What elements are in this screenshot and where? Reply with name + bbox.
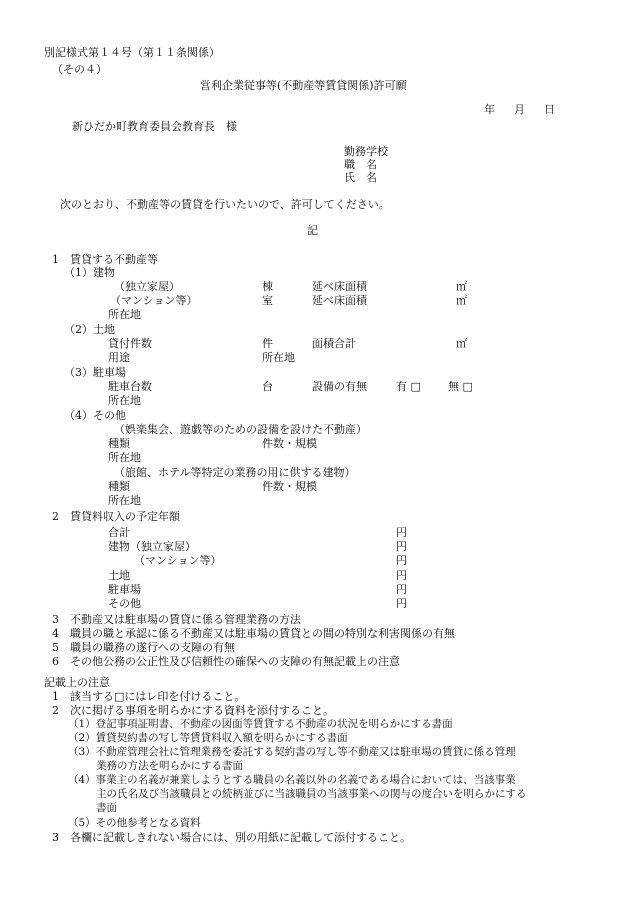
building-detached: （独立家屋） — [114, 280, 180, 293]
other-count-scale: 件数・規模 — [262, 480, 317, 493]
note-1: 1 該当する□にはレ印を付けること。 — [52, 690, 246, 703]
other-kind: 種類 — [108, 437, 130, 450]
income-other: その他 — [108, 597, 141, 610]
parking-no-checkbox[interactable]: 無 □ — [448, 380, 473, 393]
section-4: 4 職員の職と承認に係る不動産又は駐車場の賃貸との間の特別な利害関係の有無 — [52, 627, 455, 640]
land-location: 所在地 — [262, 351, 295, 364]
other-kind: 種類 — [108, 480, 130, 493]
yen-unit: 円 — [396, 526, 407, 539]
note-2-4-cont: 主の氏名及び当該職員との続柄並びに当該職員の当該事業への関与の度合いを明らかにする — [96, 788, 527, 800]
building-location: 所在地 — [108, 308, 141, 321]
parking-heading: （3）駐車場 — [64, 366, 126, 379]
sqm-unit: ㎡ — [456, 337, 467, 350]
note-2-3-cont: 業務の方法を明らかにする書面 — [96, 760, 243, 772]
applicant-name: 氏 名 — [344, 171, 377, 184]
date-year: 年 — [484, 103, 495, 116]
land-heading: （2）土地 — [64, 323, 115, 336]
building-mansion: （マンション等） — [110, 294, 198, 307]
income-building-detached: 建物（独立家屋） — [108, 540, 196, 553]
sqm-unit: ㎡ — [456, 294, 467, 307]
note-2-3: （3）不動産管理会社に管理業務を委託する契約書の写し等不動産又は駐車場の賃貸に係る管理 — [68, 746, 516, 758]
section-6: 6 その他公務の公正性及び信頼性の確保への支障の有無記載上の注意 — [52, 655, 400, 668]
date-day: 日 — [544, 103, 555, 116]
unit-shitsu: 室 — [262, 294, 273, 307]
applicant-school: 勤務学校 — [344, 145, 388, 158]
note-2-5: （5）その他参考となる資料 — [68, 817, 201, 829]
parking-count-label: 駐車台数 — [108, 380, 152, 393]
note-2-2: （2）賃貸契約書の写し等賃貸料収入額を明らかにする書面 — [68, 732, 348, 744]
yen-unit: 円 — [396, 583, 407, 596]
income-mansion: （マンション等） — [134, 554, 222, 567]
other-location: 所在地 — [108, 494, 141, 507]
notes-heading: 記載上の注意 — [44, 676, 110, 689]
parking-facility: 設備の有無 — [312, 380, 367, 393]
other-heading: （4）その他 — [64, 409, 126, 422]
income-land: 土地 — [108, 569, 130, 582]
parking-location: 所在地 — [108, 394, 141, 407]
date-month: 月 — [514, 103, 525, 116]
land-count-label: 貸付件数 — [108, 337, 152, 350]
sqm-unit: ㎡ — [456, 280, 467, 293]
unit-mune: 棟 — [262, 280, 273, 293]
income-parking: 駐車場 — [108, 583, 141, 596]
yen-unit: 円 — [396, 540, 407, 553]
page-title: 営利企業従事等(不動産等賃貸関係)許可願 — [200, 79, 407, 92]
building-heading: （1）建物 — [64, 266, 115, 279]
ki-heading: 記 — [307, 224, 318, 237]
note-2-1: （1）登記事項証明書、不動産の図面等賃貸する不動産の状況を明らかにする書面 — [68, 718, 453, 730]
section-1-title: 1 賃貸する不動産等 — [52, 253, 158, 266]
land-total-area: 面積合計 — [312, 337, 356, 350]
income-total: 合計 — [108, 526, 130, 539]
note-2-4-cont: 書面 — [96, 802, 117, 814]
yen-unit: 円 — [396, 569, 407, 582]
parking-yes-checkbox[interactable]: 有 □ — [396, 380, 421, 393]
section-2-title: 2 賃貸料収入の予定年額 — [52, 510, 180, 523]
other-hotel: （旅館、ホテル等特定の業務の用に供する建物） — [114, 466, 356, 479]
intro-text: 次のとおり、不動産等の賃貸を行いたいので、許可してください。 — [60, 198, 390, 211]
section-3: 3 不動産又は駐車場の賃貸に係る管理業務の方法 — [52, 613, 301, 626]
form-subnumber: （その４） — [52, 63, 107, 76]
yen-unit: 円 — [396, 554, 407, 567]
land-use: 用途 — [108, 351, 130, 364]
note-2: 2 次に掲げる事項を明らかにする資料を添付すること。 — [52, 704, 334, 717]
unit-ken: 件 — [262, 337, 273, 350]
note-3: 3 各欄に記載しきれない場合には、別の用紙に記載して添付すること。 — [52, 831, 411, 844]
unit-dai: 台 — [262, 380, 273, 393]
floor-area-label: 延べ床面積 — [312, 280, 367, 293]
yen-unit: 円 — [396, 597, 407, 610]
addressee: 新ひだか町教育委員会教育長 様 — [72, 120, 237, 133]
section-5: 5 職員の職務の遂行への支障の有無 — [52, 641, 235, 654]
applicant-position: 職 名 — [344, 158, 377, 171]
form-number: 別記様式第１４号（第１１条関係） — [44, 46, 220, 59]
other-location: 所在地 — [108, 451, 141, 464]
other-recreation: （娯楽集会、遊戯等のための設備を設けた不動産） — [114, 423, 367, 436]
note-2-4: （4）事業主の名義が兼業しようとする職員の名義以外の名義である場合においては、当該事業 — [68, 774, 516, 786]
floor-area-label: 延べ床面積 — [312, 294, 367, 307]
other-count-scale: 件数・規模 — [262, 437, 317, 450]
